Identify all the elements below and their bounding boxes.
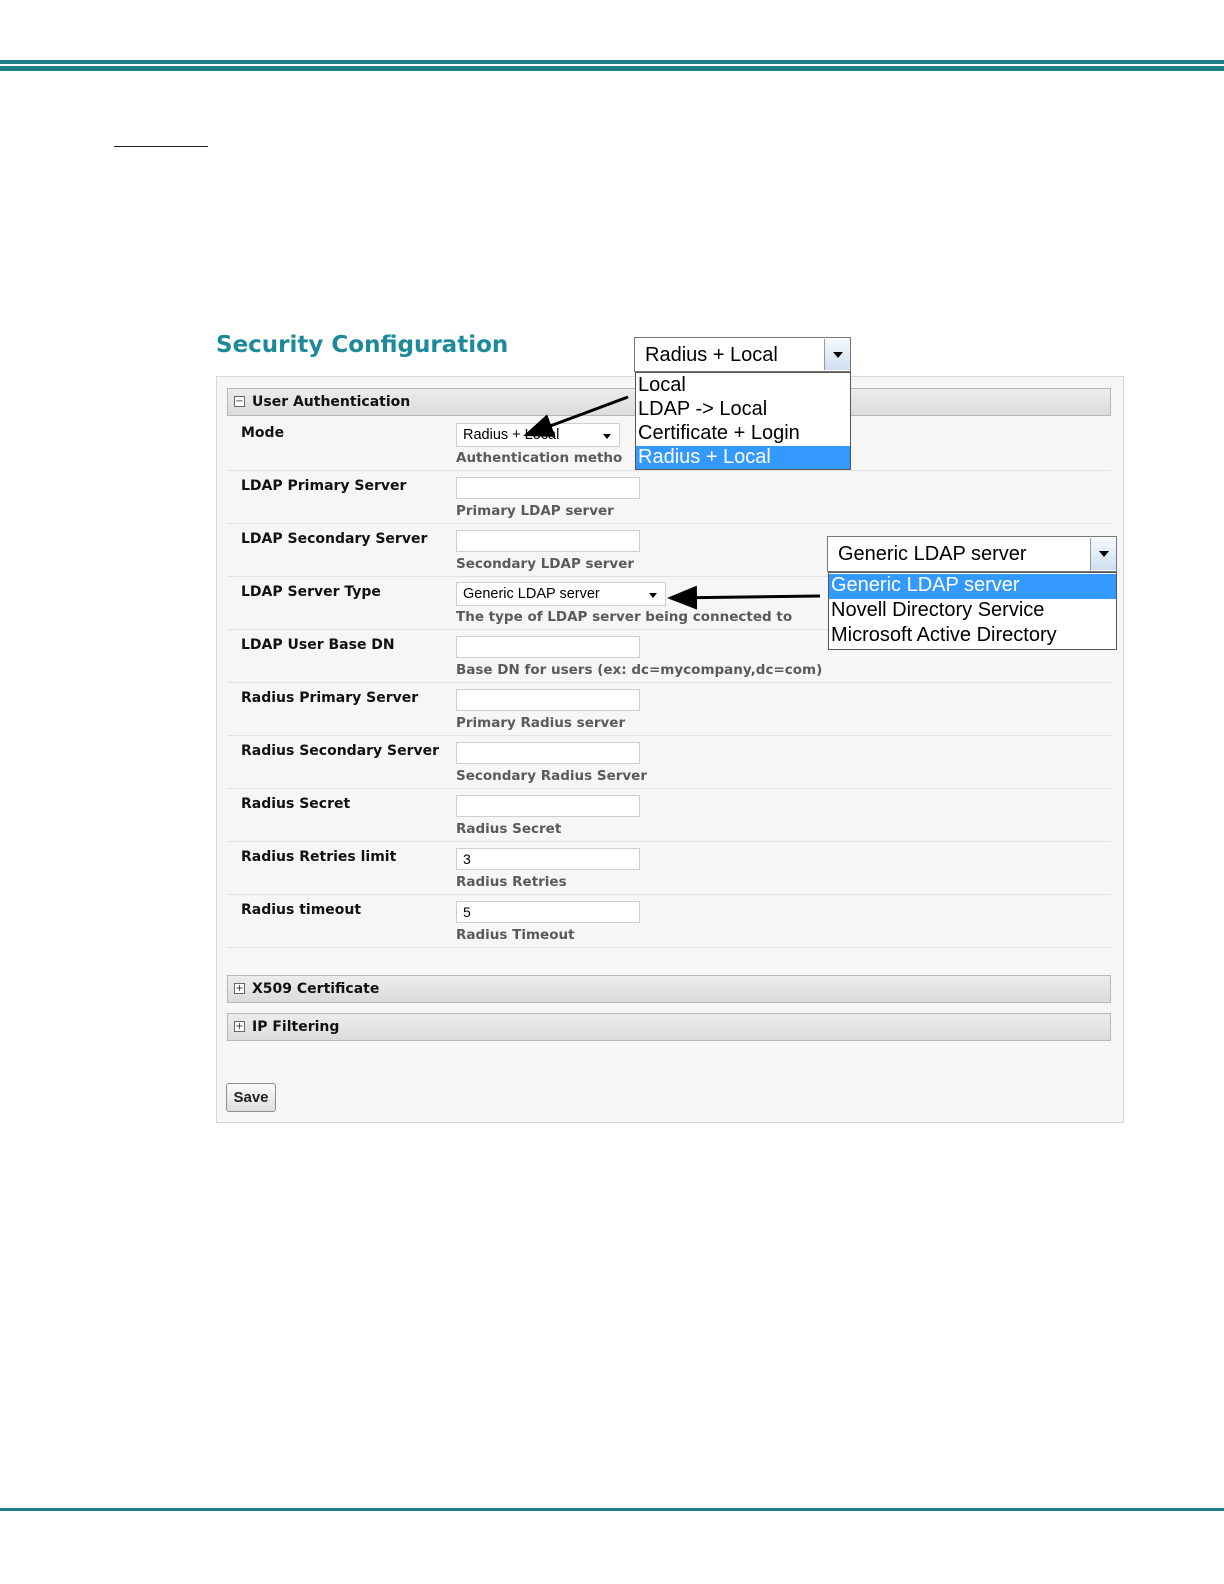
save-button[interactable]: Save (226, 1083, 276, 1112)
ldap-type-option[interactable]: Microsoft Active Directory (831, 624, 1057, 646)
field-label: LDAP User Base DN (241, 637, 395, 653)
section-title: X509 Certificate (252, 981, 380, 997)
radius-timeout-input[interactable]: 5 (456, 901, 640, 923)
radius-retries-input[interactable]: 3 (456, 848, 640, 870)
expand-icon[interactable]: + (235, 1021, 244, 1032)
expand-icon[interactable]: + (235, 983, 244, 994)
ldap-type-option[interactable]: Novell Directory Service (831, 599, 1045, 621)
mode-select-value: Radius + Local (463, 427, 560, 443)
mode-callout-arrow (526, 397, 628, 435)
field-label: Radius Retries limit (241, 849, 397, 865)
field-help: Radius Timeout (456, 927, 575, 943)
footer-rule (0, 1508, 1224, 1511)
ldap-type-select-value: Generic LDAP server (463, 586, 600, 602)
field-label: Mode (241, 425, 285, 441)
field-help: Base DN for users (ex: dc=mycompany,dc=com) (456, 662, 823, 678)
mode-dropdown-value: Radius + Local (645, 344, 778, 366)
field-label: Radius Secondary Server (241, 743, 440, 759)
field-help: Radius Secret (456, 821, 562, 837)
field-label: LDAP Secondary Server (241, 531, 428, 547)
ldap-type-dropdown-value: Generic LDAP server (838, 543, 1027, 565)
field-help: Radius Retries (456, 874, 567, 890)
mode-option[interactable]: Certificate + Login (638, 422, 800, 444)
collapse-icon[interactable]: − (235, 396, 244, 407)
field-help: Primary Radius server (456, 715, 626, 731)
field-label: LDAP Primary Server (241, 478, 407, 494)
mode-option[interactable]: Local (638, 374, 686, 396)
ldap-type-callout-arrow (670, 596, 820, 598)
ldap-type-option-selected[interactable]: Generic LDAP server (829, 574, 1116, 599)
field-label: LDAP Server Type (241, 584, 381, 600)
field-help: Secondary Radius Server (456, 768, 647, 784)
mode-option-selected[interactable]: Radius + Local (636, 446, 850, 469)
page-title: Security Configuration (216, 332, 509, 358)
field-label: Radius Secret (241, 796, 351, 812)
field-label: Radius Primary Server (241, 690, 419, 706)
field-help: The type of LDAP server being connected to (456, 609, 793, 625)
field-label: Radius timeout (241, 902, 362, 918)
section-title: User Authentication (252, 394, 411, 410)
mode-option[interactable]: LDAP -> Local (638, 398, 768, 420)
section-title: IP Filtering (252, 1019, 340, 1035)
field-help: Primary LDAP server (456, 503, 614, 519)
field-help: Authentication metho (456, 450, 623, 466)
field-help: Secondary LDAP server (456, 556, 635, 572)
